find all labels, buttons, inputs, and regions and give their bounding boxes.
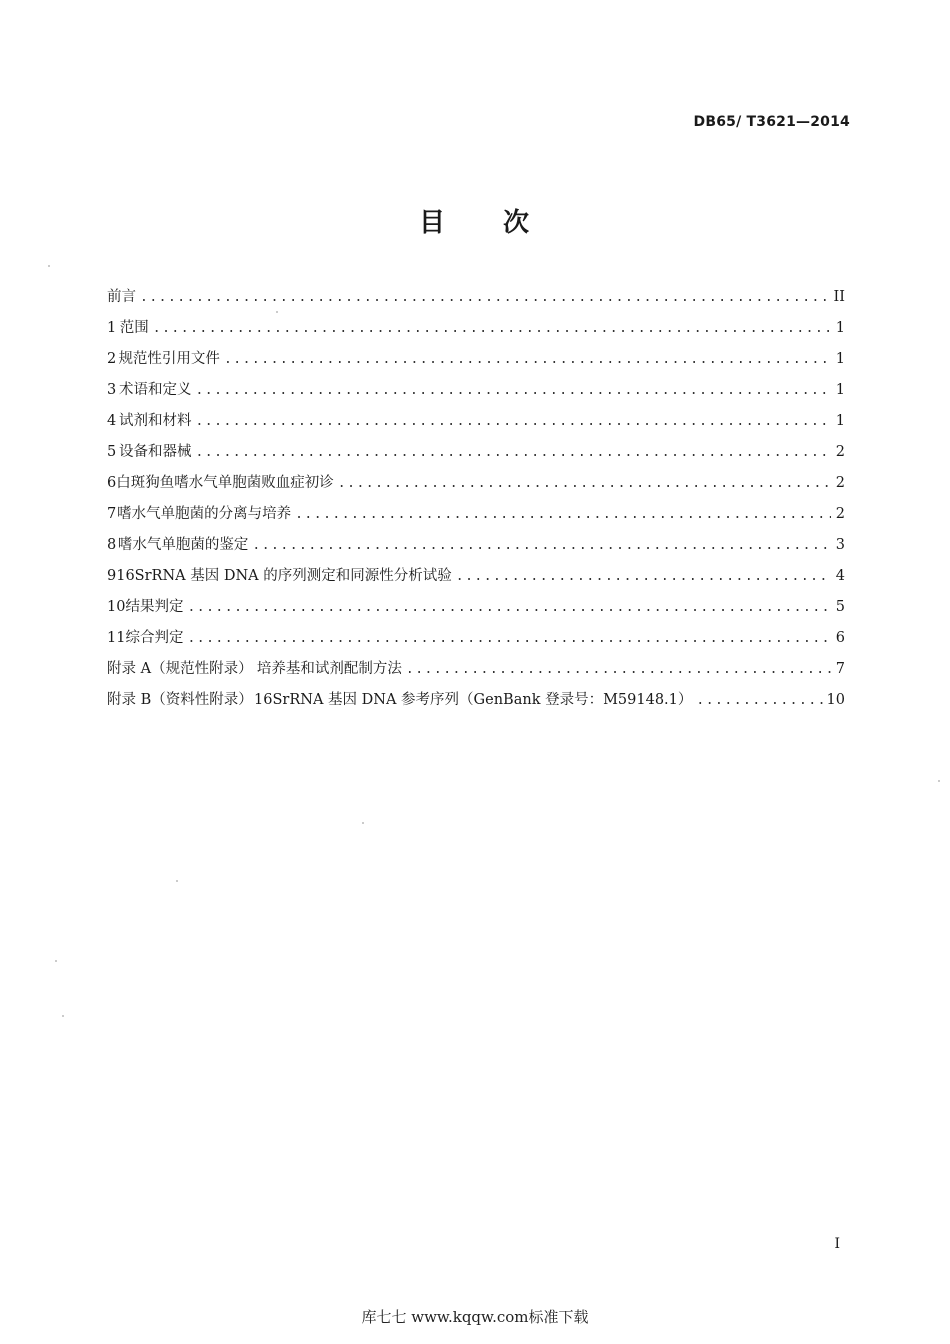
- toc-leader: [195, 437, 831, 468]
- scan-speck: [362, 822, 364, 824]
- toc-entry-label: 嗜水气单胞菌的分离与培养: [117, 506, 292, 522]
- toc-entry-label: 嗜水气单胞菌的鉴定: [117, 537, 249, 553]
- toc-entry-number: 6: [107, 475, 117, 491]
- toc-entry[interactable]: [107, 406, 845, 437]
- toc-entry[interactable]: [107, 592, 845, 623]
- toc-entry-page: 3: [835, 537, 845, 553]
- toc-entry-label: 范围: [119, 320, 149, 336]
- toc-leader: [295, 499, 831, 530]
- scan-speck: [62, 1015, 64, 1017]
- toc-entry-label: 综合判定: [125, 630, 184, 646]
- toc-entry-page: 5: [835, 599, 845, 615]
- toc-appendix-title: 培养基和试剂配制方法: [256, 661, 402, 677]
- toc-entry-number: 9: [107, 568, 117, 584]
- document-code: DB65/ T3621—2014: [693, 114, 850, 130]
- toc-entry-number: 7: [107, 506, 117, 522]
- scan-speck: [48, 265, 50, 267]
- toc-entry[interactable]: [107, 437, 845, 468]
- toc-leader: [195, 375, 831, 406]
- toc-entry-number: 3: [107, 382, 117, 398]
- toc-leader: [224, 344, 831, 375]
- toc-entry-foreword[interactable]: [107, 282, 845, 313]
- toc-entry-page: 2: [835, 506, 845, 522]
- toc-entry-page: 7: [835, 661, 845, 677]
- toc-entry-page: 10: [826, 692, 845, 708]
- toc-title-char-2: 次: [503, 208, 532, 238]
- page-number: I: [834, 1236, 840, 1252]
- scan-speck: [176, 880, 178, 882]
- toc-entry[interactable]: [107, 468, 845, 499]
- toc-title: [0, 202, 950, 239]
- table-of-contents: [107, 282, 845, 716]
- toc-title-char-1: 目: [418, 208, 447, 238]
- toc-entry[interactable]: [107, 623, 845, 654]
- toc-entry-page: II: [833, 289, 845, 305]
- scan-speck: [276, 311, 278, 313]
- toc-entry-page: 1: [835, 382, 845, 398]
- toc-entry-number: 11: [107, 630, 126, 646]
- toc-entry[interactable]: [107, 499, 845, 530]
- toc-leader: [406, 654, 831, 685]
- toc-appendix-label: 附录 B（资料性附录）: [107, 692, 253, 708]
- toc-entry-page: 2: [835, 475, 845, 491]
- scan-speck: [938, 780, 940, 782]
- toc-appendix-label: 附录 A（规范性附录）: [107, 661, 253, 677]
- toc-entry[interactable]: [107, 561, 845, 592]
- toc-entry[interactable]: [107, 344, 845, 375]
- toc-leader: [140, 282, 830, 313]
- toc-leader: [696, 685, 822, 716]
- toc-entry-appendix-a[interactable]: [107, 654, 845, 685]
- toc-leader: [252, 530, 831, 561]
- scan-speck: [55, 960, 57, 962]
- toc-entry-label: 白斑狗鱼嗜水气单胞菌败血症初诊: [116, 475, 334, 491]
- toc-entry-page: 2: [835, 444, 845, 460]
- toc-entry-appendix-b[interactable]: [107, 685, 845, 716]
- toc-entry-number: 5: [107, 444, 117, 460]
- toc-entry-label: 结果判定: [125, 599, 184, 615]
- toc-entry-page: 1: [835, 413, 845, 429]
- toc-leader: [187, 623, 831, 654]
- toc-leader: [338, 468, 831, 499]
- toc-leader: [187, 592, 831, 623]
- toc-entry-label: 术语和定义: [118, 382, 192, 398]
- toc-appendix-title: 16SrRNA 基因 DNA 参考序列（GenBank 登录号：M59148.1）: [254, 692, 693, 708]
- toc-entry-page: 1: [835, 351, 845, 367]
- toc-entry[interactable]: [107, 530, 845, 561]
- toc-entry-page: 1: [835, 320, 845, 336]
- toc-leader: [456, 561, 831, 592]
- toc-leader: [153, 313, 831, 344]
- footer-watermark-text: 库七七 www.kqqw.com标准下载: [361, 1308, 589, 1326]
- toc-entry-number: 10: [107, 599, 126, 615]
- toc-entry[interactable]: [107, 375, 845, 406]
- toc-entry-page: 6: [835, 630, 845, 646]
- toc-entry-label: 试剂和材料: [118, 413, 192, 429]
- toc-entry-label: 16SrRNA 基因 DNA 的序列测定和同源性分析试验: [116, 568, 452, 584]
- toc-leader: [195, 406, 831, 437]
- toc-entry-label: 前言: [107, 289, 136, 305]
- toc-entry-page: 4: [835, 568, 845, 584]
- toc-entry-number: 4: [107, 413, 117, 429]
- toc-entry[interactable]: [107, 313, 845, 344]
- toc-entry-label: 设备和器械: [118, 444, 192, 460]
- toc-entry-label: 规范性引用文件: [118, 351, 220, 367]
- toc-entry-number: 1: [107, 320, 117, 336]
- toc-entry-number: 2: [107, 351, 117, 367]
- toc-entry-number: 8: [107, 537, 117, 553]
